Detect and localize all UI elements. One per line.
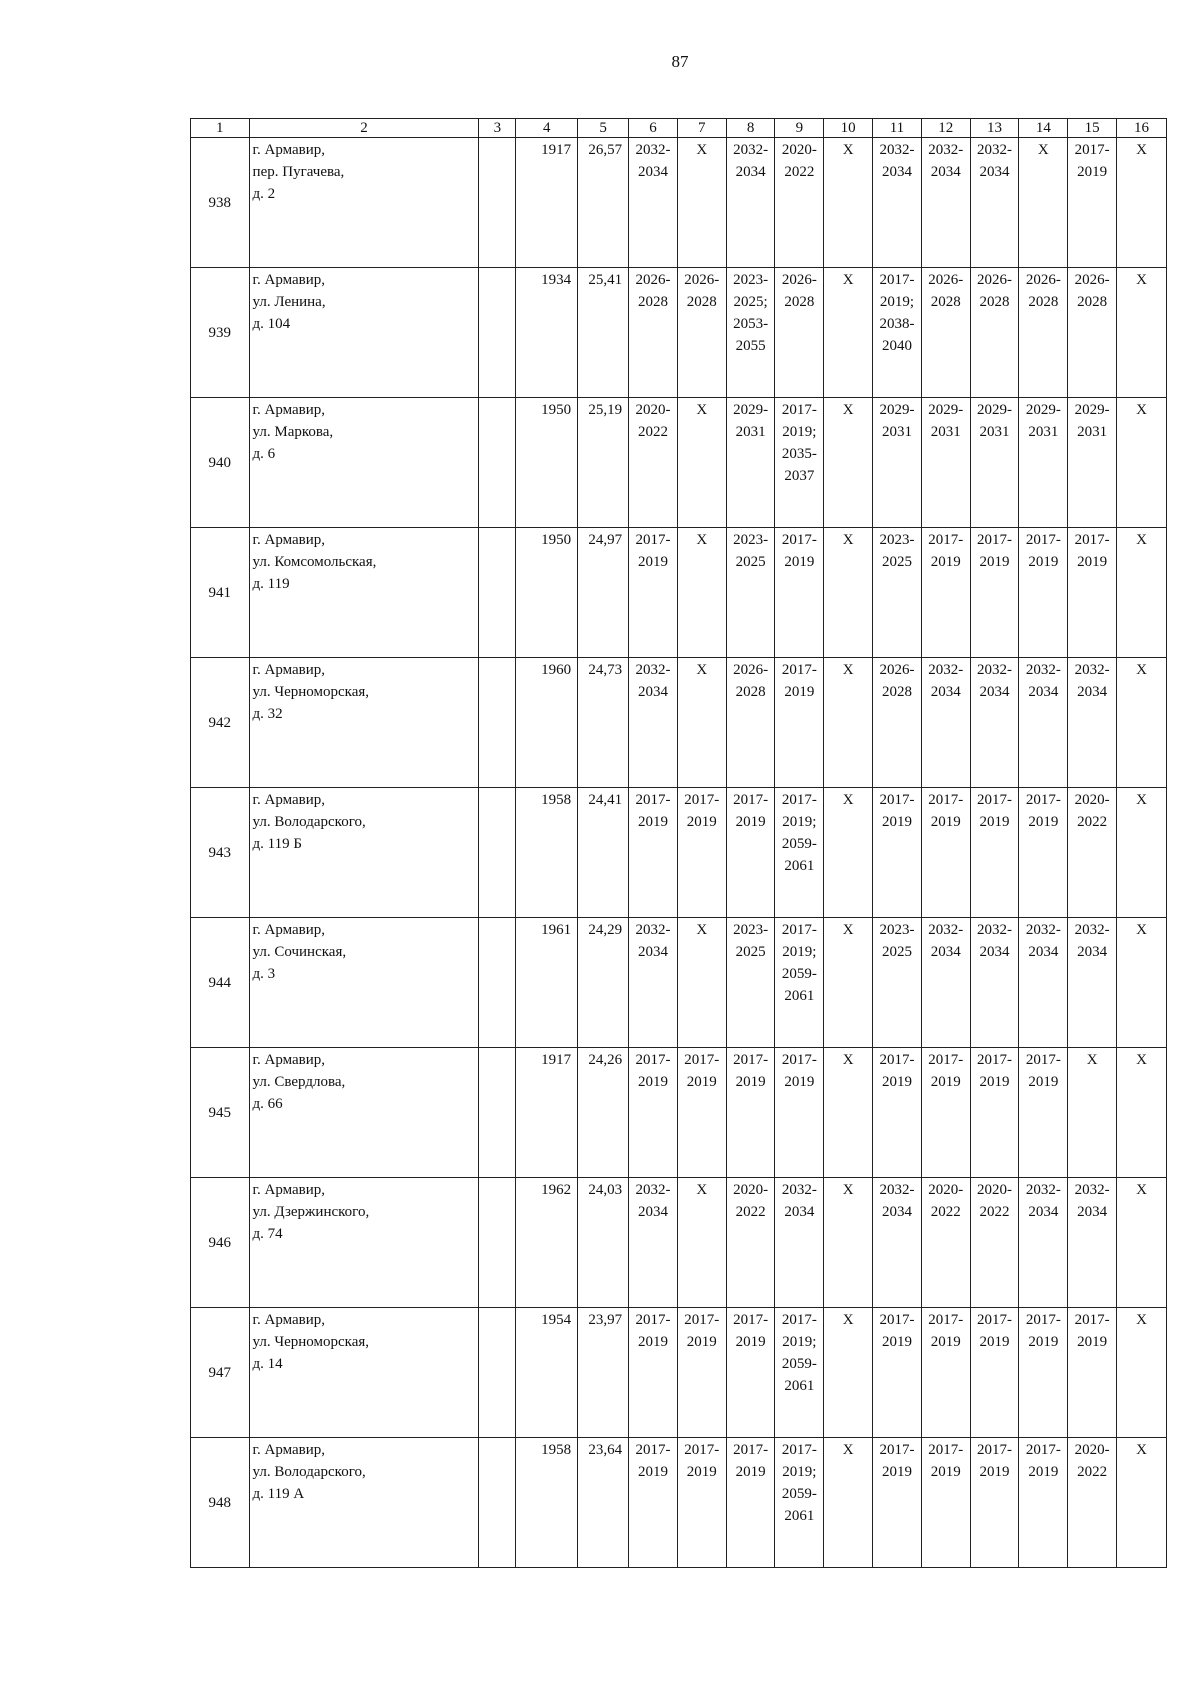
column-header-11: 11 <box>873 119 922 138</box>
table-cell: Х <box>1117 268 1167 398</box>
table-cell: 2026- 2028 <box>775 268 824 398</box>
address-cell: г. Армавир, ул. Черноморская, д. 32 <box>249 658 479 788</box>
table-cell: Х <box>824 268 873 398</box>
table-cell: 2017- 2019 <box>873 1438 922 1568</box>
table-cell: 2026- 2028 <box>921 268 970 398</box>
table-row <box>191 528 1167 658</box>
table-row <box>191 1048 1167 1178</box>
table-cell: 2017- 2019 <box>873 1308 922 1438</box>
table-cell: 2017- 2019 <box>970 1048 1019 1178</box>
table-cell: 2017- 2019 <box>970 528 1019 658</box>
table-cell: 2017- 2019 <box>1019 1048 1068 1178</box>
table-cell: 2017- 2019 <box>921 1438 970 1568</box>
table-cell <box>479 398 516 528</box>
row-number-cell: 945 <box>191 1048 250 1178</box>
column-header-7: 7 <box>677 119 726 138</box>
table-cell: 1934 <box>516 268 578 398</box>
row-number-cell: 942 <box>191 658 250 788</box>
column-header-5: 5 <box>578 119 629 138</box>
table-cell: 2017- 2019; 2035- 2037 <box>775 398 824 528</box>
table-cell: 2017- 2019 <box>726 1308 775 1438</box>
table-cell: 2020- 2022 <box>1068 788 1117 918</box>
table-cell: 23,97 <box>578 1308 629 1438</box>
table-cell <box>479 788 516 918</box>
table-cell: 2032- 2034 <box>873 1178 922 1308</box>
table-cell: Х <box>824 1048 873 1178</box>
table-cell: Х <box>677 658 726 788</box>
table-cell: Х <box>824 528 873 658</box>
table-cell: 2032- 2034 <box>1068 1178 1117 1308</box>
table-cell: 2017- 2019 <box>629 1308 678 1438</box>
table-cell <box>479 1438 516 1568</box>
table-cell: 24,41 <box>578 788 629 918</box>
row-number-cell: 940 <box>191 398 250 528</box>
table-row <box>191 1178 1167 1308</box>
table-cell: 2032- 2034 <box>1068 918 1117 1048</box>
table-row <box>191 1308 1167 1438</box>
table-cell: 2023- 2025 <box>726 918 775 1048</box>
table-cell: 2017- 2019 <box>873 788 922 918</box>
table-cell: Х <box>1117 528 1167 658</box>
column-header-13: 13 <box>970 119 1019 138</box>
table-cell: Х <box>824 1438 873 1568</box>
column-header-2: 2 <box>249 119 479 138</box>
table-cell: 25,41 <box>578 268 629 398</box>
table-cell <box>479 138 516 268</box>
table-row <box>191 268 1167 398</box>
table-cell: 2017- 2019 <box>1019 528 1068 658</box>
table-cell: 2017- 2019 <box>629 788 678 918</box>
table-cell: 1961 <box>516 918 578 1048</box>
table-cell: 2032- 2034 <box>629 138 678 268</box>
table-cell: 2029- 2031 <box>726 398 775 528</box>
table-cell: Х <box>1117 1308 1167 1438</box>
table-cell: Х <box>1019 138 1068 268</box>
table-cell: Х <box>1117 658 1167 788</box>
table-cell: 24,26 <box>578 1048 629 1178</box>
table-cell: 2017- 2019 <box>1019 1308 1068 1438</box>
row-number-cell: 943 <box>191 788 250 918</box>
table-cell: Х <box>824 1308 873 1438</box>
address-cell: г. Армавир, ул. Володарского, д. 119 А <box>249 1438 479 1568</box>
table-cell: 2017- 2019 <box>677 788 726 918</box>
table-cell <box>479 658 516 788</box>
table-cell <box>479 918 516 1048</box>
table-cell: 2017- 2019 <box>1019 1438 1068 1568</box>
table-cell: 2026- 2028 <box>1019 268 1068 398</box>
table-cell: 2029- 2031 <box>921 398 970 528</box>
address-cell: г. Армавир, пер. Пугачева, д. 2 <box>249 138 479 268</box>
column-header-3: 3 <box>479 119 516 138</box>
table-cell: 2017- 2019 <box>1019 788 1068 918</box>
table-cell: 2026- 2028 <box>970 268 1019 398</box>
table-cell: 24,03 <box>578 1178 629 1308</box>
table-cell: 1958 <box>516 1438 578 1568</box>
column-header-1: 1 <box>191 119 250 138</box>
table-cell: 1954 <box>516 1308 578 1438</box>
table-cell: 2017- 2019 <box>629 528 678 658</box>
table-cell: 25,19 <box>578 398 629 528</box>
table-cell: 2032- 2034 <box>726 138 775 268</box>
table-cell: Х <box>1117 398 1167 528</box>
table-cell: Х <box>824 138 873 268</box>
table-cell: 2029- 2031 <box>1068 398 1117 528</box>
table-cell: Х <box>677 398 726 528</box>
table-header <box>191 119 1167 138</box>
row-number-cell: 948 <box>191 1438 250 1568</box>
column-header-9: 9 <box>775 119 824 138</box>
table-cell: 2017- 2019 <box>970 1438 1019 1568</box>
table-cell: 2023- 2025 <box>873 528 922 658</box>
table-cell: 2017- 2019 <box>1068 1308 1117 1438</box>
table-cell: 2029- 2031 <box>873 398 922 528</box>
table-row <box>191 658 1167 788</box>
table-cell: 2032- 2034 <box>1019 918 1068 1048</box>
table-row <box>191 1438 1167 1568</box>
table-cell: 2032- 2034 <box>1068 658 1117 788</box>
table-cell: 2017- 2019 <box>873 1048 922 1178</box>
table-cell: 1960 <box>516 658 578 788</box>
table-cell <box>479 528 516 658</box>
table-cell: 2017- 2019 <box>921 1048 970 1178</box>
row-number-cell: 938 <box>191 138 250 268</box>
table-cell: 2023- 2025 <box>726 528 775 658</box>
table-cell: Х <box>677 918 726 1048</box>
row-number-cell: 941 <box>191 528 250 658</box>
table-cell: 2017- 2019 <box>677 1308 726 1438</box>
address-cell: г. Армавир, ул. Черноморская, д. 14 <box>249 1308 479 1438</box>
table-cell: Х <box>1117 1438 1167 1568</box>
register-table <box>190 118 1167 1568</box>
table-cell: 2017- 2019 <box>921 1308 970 1438</box>
column-header-10: 10 <box>824 119 873 138</box>
row-number-cell: 944 <box>191 918 250 1048</box>
table-cell: 2032- 2034 <box>921 918 970 1048</box>
table-cell: Х <box>677 528 726 658</box>
table-cell: 2017- 2019; 2059- 2061 <box>775 1308 824 1438</box>
address-cell: г. Армавир, ул. Свердлова, д. 66 <box>249 1048 479 1178</box>
address-cell: г. Армавир, ул. Володарского, д. 119 Б <box>249 788 479 918</box>
column-header-16: 16 <box>1117 119 1167 138</box>
table-cell: Х <box>1117 1178 1167 1308</box>
table-cell: 2017- 2019 <box>921 528 970 658</box>
address-cell: г. Армавир, ул. Маркова, д. 6 <box>249 398 479 528</box>
table-cell: 24,97 <box>578 528 629 658</box>
table-cell: 2020- 2022 <box>726 1178 775 1308</box>
table-cell: Х <box>824 398 873 528</box>
table-cell <box>479 1308 516 1438</box>
table-cell: 2020- 2022 <box>629 398 678 528</box>
table-cell: 2032- 2034 <box>1019 658 1068 788</box>
table-cell: 2017- 2019; 2038- 2040 <box>873 268 922 398</box>
table-cell: 2017- 2019 <box>775 1048 824 1178</box>
table-cell: 2032- 2034 <box>1019 1178 1068 1308</box>
table-row <box>191 138 1167 268</box>
table-body <box>191 138 1167 1568</box>
page-number: 87 <box>671 52 689 71</box>
header-row <box>191 119 1167 138</box>
table-cell: 2017- 2019 <box>629 1048 678 1178</box>
table-cell: Х <box>677 1178 726 1308</box>
table-cell: 2032- 2034 <box>629 918 678 1048</box>
table-cell: 2017- 2019 <box>1068 528 1117 658</box>
table-cell: 2020- 2022 <box>1068 1438 1117 1568</box>
table-cell: 2032- 2034 <box>629 658 678 788</box>
table-cell: 2020- 2022 <box>970 1178 1019 1308</box>
table-cell: 1958 <box>516 788 578 918</box>
table-cell: 2032- 2034 <box>921 658 970 788</box>
table-cell: 2032- 2034 <box>629 1178 678 1308</box>
table-cell: 2032- 2034 <box>970 658 1019 788</box>
table-cell: 2029- 2031 <box>1019 398 1068 528</box>
table-cell: 2026- 2028 <box>1068 268 1117 398</box>
column-header-6: 6 <box>629 119 678 138</box>
address-cell: г. Армавир, ул. Комсомольская, д. 119 <box>249 528 479 658</box>
table-cell: 2017- 2019 <box>775 528 824 658</box>
table-cell: 2017- 2019; 2059- 2061 <box>775 788 824 918</box>
table-row <box>191 788 1167 918</box>
table-cell: 2023- 2025; 2053- 2055 <box>726 268 775 398</box>
table-row <box>191 918 1167 1048</box>
row-number-cell: 939 <box>191 268 250 398</box>
column-header-12: 12 <box>921 119 970 138</box>
table-cell: Х <box>824 658 873 788</box>
column-header-8: 8 <box>726 119 775 138</box>
table-cell: 1917 <box>516 1048 578 1178</box>
table-cell <box>479 1048 516 1178</box>
table-cell: 2017- 2019 <box>677 1048 726 1178</box>
table-cell: Х <box>1117 138 1167 268</box>
table-cell: Х <box>1117 788 1167 918</box>
table-cell: Х <box>1117 1048 1167 1178</box>
table-cell: 2032- 2034 <box>873 138 922 268</box>
table-cell: 2017- 2019 <box>970 1308 1019 1438</box>
table-cell: 1962 <box>516 1178 578 1308</box>
table-cell: Х <box>1117 918 1167 1048</box>
table-cell: Х <box>824 1178 873 1308</box>
column-header-4: 4 <box>516 119 578 138</box>
table-cell <box>479 1178 516 1308</box>
table-cell: 2023- 2025 <box>873 918 922 1048</box>
table-cell: Х <box>1068 1048 1117 1178</box>
table-cell: 2017- 2019 <box>726 1048 775 1178</box>
table-cell: 2017- 2019 <box>629 1438 678 1568</box>
table-cell: 2032- 2034 <box>970 918 1019 1048</box>
table-cell: 2032- 2034 <box>921 138 970 268</box>
row-number-cell: 946 <box>191 1178 250 1308</box>
table-cell: 2017- 2019 <box>1068 138 1117 268</box>
table-cell: 2017- 2019; 2059- 2061 <box>775 918 824 1048</box>
table-cell: 2017- 2019 <box>677 1438 726 1568</box>
table-cell: 1950 <box>516 528 578 658</box>
address-cell: г. Армавир, ул. Ленина, д. 104 <box>249 268 479 398</box>
table-cell: 2017- 2019 <box>726 788 775 918</box>
table-cell: 2017- 2019; 2059- 2061 <box>775 1438 824 1568</box>
table-cell: 2017- 2019 <box>970 788 1019 918</box>
table-cell: 26,57 <box>578 138 629 268</box>
table-cell: 2032- 2034 <box>775 1178 824 1308</box>
table-cell: 2017- 2019 <box>775 658 824 788</box>
table-cell: Х <box>824 918 873 1048</box>
table-cell: 2026- 2028 <box>629 268 678 398</box>
table-cell: 24,73 <box>578 658 629 788</box>
table-cell: 2017- 2019 <box>921 788 970 918</box>
column-header-14: 14 <box>1019 119 1068 138</box>
table-cell: 2026- 2028 <box>677 268 726 398</box>
table-cell <box>479 268 516 398</box>
table-cell: 2026- 2028 <box>873 658 922 788</box>
table-cell: Х <box>677 138 726 268</box>
table-cell: 23,64 <box>578 1438 629 1568</box>
address-cell: г. Армавир, ул. Сочинская, д. 3 <box>249 918 479 1048</box>
table-cell: 2020- 2022 <box>921 1178 970 1308</box>
column-header-15: 15 <box>1068 119 1117 138</box>
table-cell: 2020- 2022 <box>775 138 824 268</box>
table-cell: 2029- 2031 <box>970 398 1019 528</box>
table-cell: 2032- 2034 <box>970 138 1019 268</box>
table-cell: 2026- 2028 <box>726 658 775 788</box>
table-row <box>191 398 1167 528</box>
table-cell: Х <box>824 788 873 918</box>
row-number-cell: 947 <box>191 1308 250 1438</box>
table-cell: 2017- 2019 <box>726 1438 775 1568</box>
table-cell: 1917 <box>516 138 578 268</box>
address-cell: г. Армавир, ул. Дзержинского, д. 74 <box>249 1178 479 1308</box>
table-cell: 1950 <box>516 398 578 528</box>
table-cell: 24,29 <box>578 918 629 1048</box>
